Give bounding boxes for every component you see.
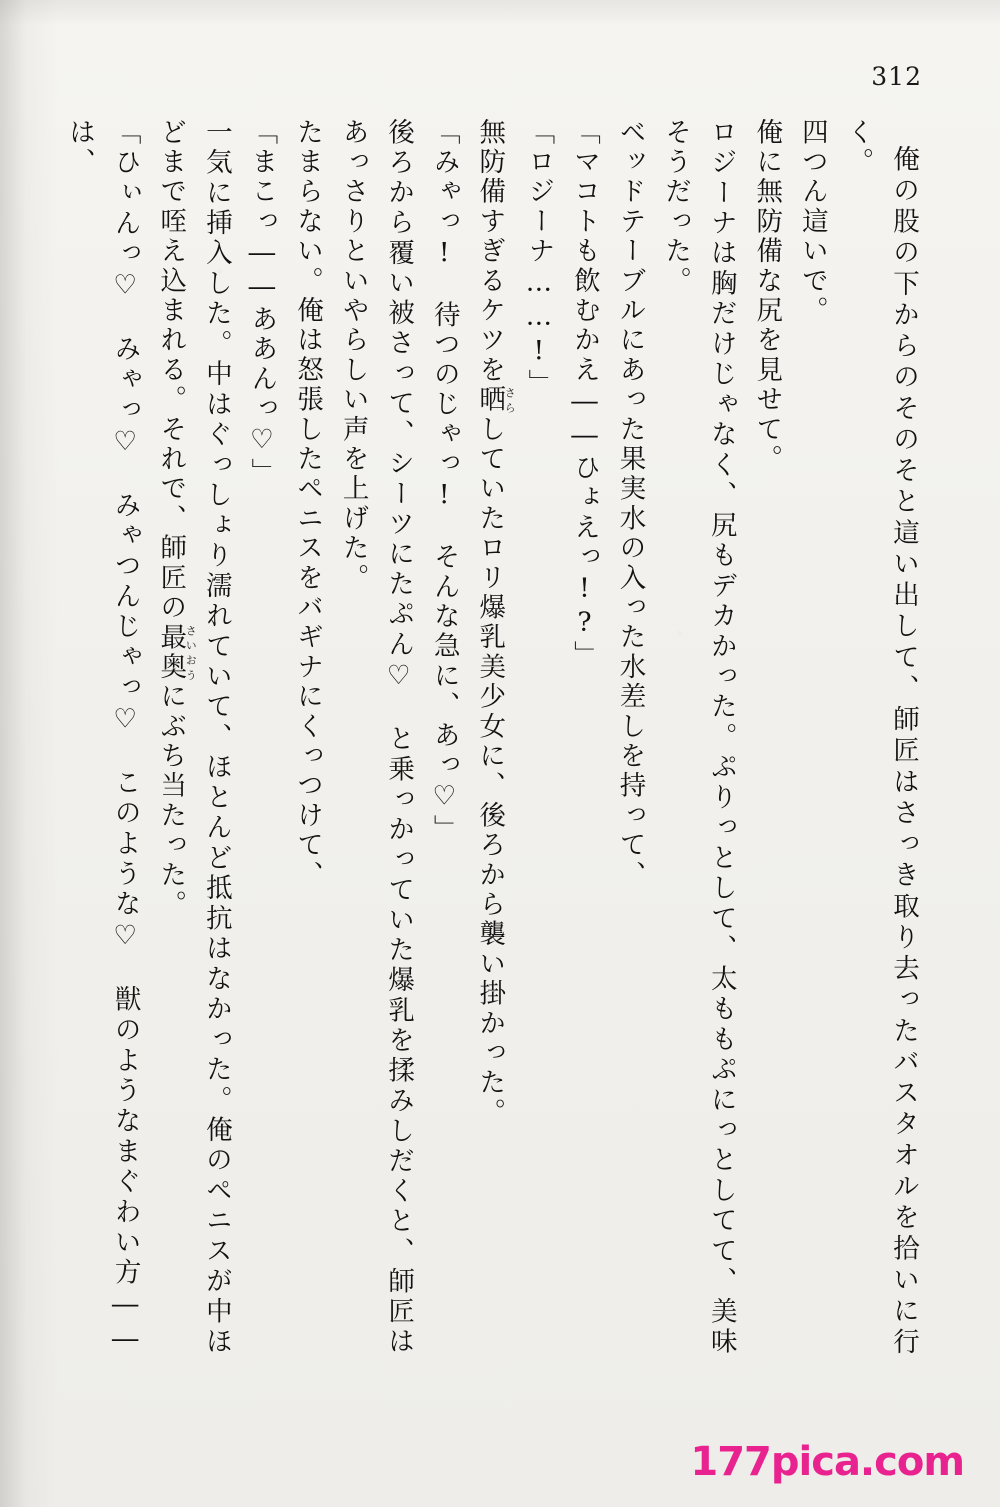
paragraph: 俺に無防備な尻を見せて。 [751, 118, 783, 475]
site-watermark: 177pica.com [690, 1439, 964, 1485]
paragraph: 四つん這いで。 [796, 118, 828, 326]
dialogue-line: 「ロジーナ……!」 [523, 118, 555, 399]
paragraph: たまらない。俺は怒張したペニスをバギナにくっつけて、 [291, 118, 323, 891]
paragraph-ruby-post: にぶち当たった。 [155, 682, 187, 920]
paragraph: 俺の股の下からのそのそと這い出して、師匠はさっき取り去ったバスタオルを拾いに行く。 [842, 118, 919, 1357]
paragraph-with-ruby [467, 118, 516, 1357]
ruby-annotation [155, 622, 198, 683]
paragraph: 後ろから覆い被さって、シーツにたぷん♡ と乗っかっていた爆乳を揉みしだくと、師匠はあっさりといやらしい声を上げた。 [337, 118, 415, 1357]
dialogue-line: 「みゃっ! 待つのじゃっ! そんな急に、あっ♡」 [428, 118, 460, 845]
paragraph-ruby-pre: 無防備すぎるケツを [474, 118, 506, 386]
page-body-text [64, 118, 926, 1357]
dialogue-line: 「まこっ――ああんっ♡」 [246, 118, 278, 488]
ruby-base: 最奥 [155, 622, 187, 683]
paragraph: ロジーナは胸だけじゃなく、尻もデカかった。ぷりっとして、太ももぷにっとしてて、美味そうだった。 [660, 118, 737, 1357]
ruby-text: さいおう [184, 622, 198, 683]
page-gutter-shadow [0, 0, 58, 1507]
paragraph: ベッドテーブルにあった果実水の入った水差しを持って、 [614, 118, 646, 891]
paragraph-with-ruby [148, 118, 239, 1357]
ruby-text: さら [503, 385, 517, 416]
paragraph-ruby-pre: 一気に挿入した。中はぐっしょり濡れていて、ほとんど抵抗はなかった。俺のペニスが中ほどまで咥え込まれる。それで、師匠の [155, 118, 232, 1357]
dialogue-line: 「マコトも飲むかえ――ひょえっ!?」 [568, 118, 600, 671]
dialogue-line: 「ひぃんっ♡ みゃっ♡ みゃつんじゃっ♡ このような♡ 獣のようなまぐわい方――は、 [64, 118, 141, 1357]
ruby-base: 晒 [474, 385, 506, 416]
paragraph-ruby-post: していたロリ爆乳美少女に、後ろから襲い掛かった。 [474, 415, 506, 1128]
ruby-annotation [474, 385, 517, 416]
page-top-shadow [0, 0, 1000, 26]
page-number: 312 [871, 62, 922, 91]
